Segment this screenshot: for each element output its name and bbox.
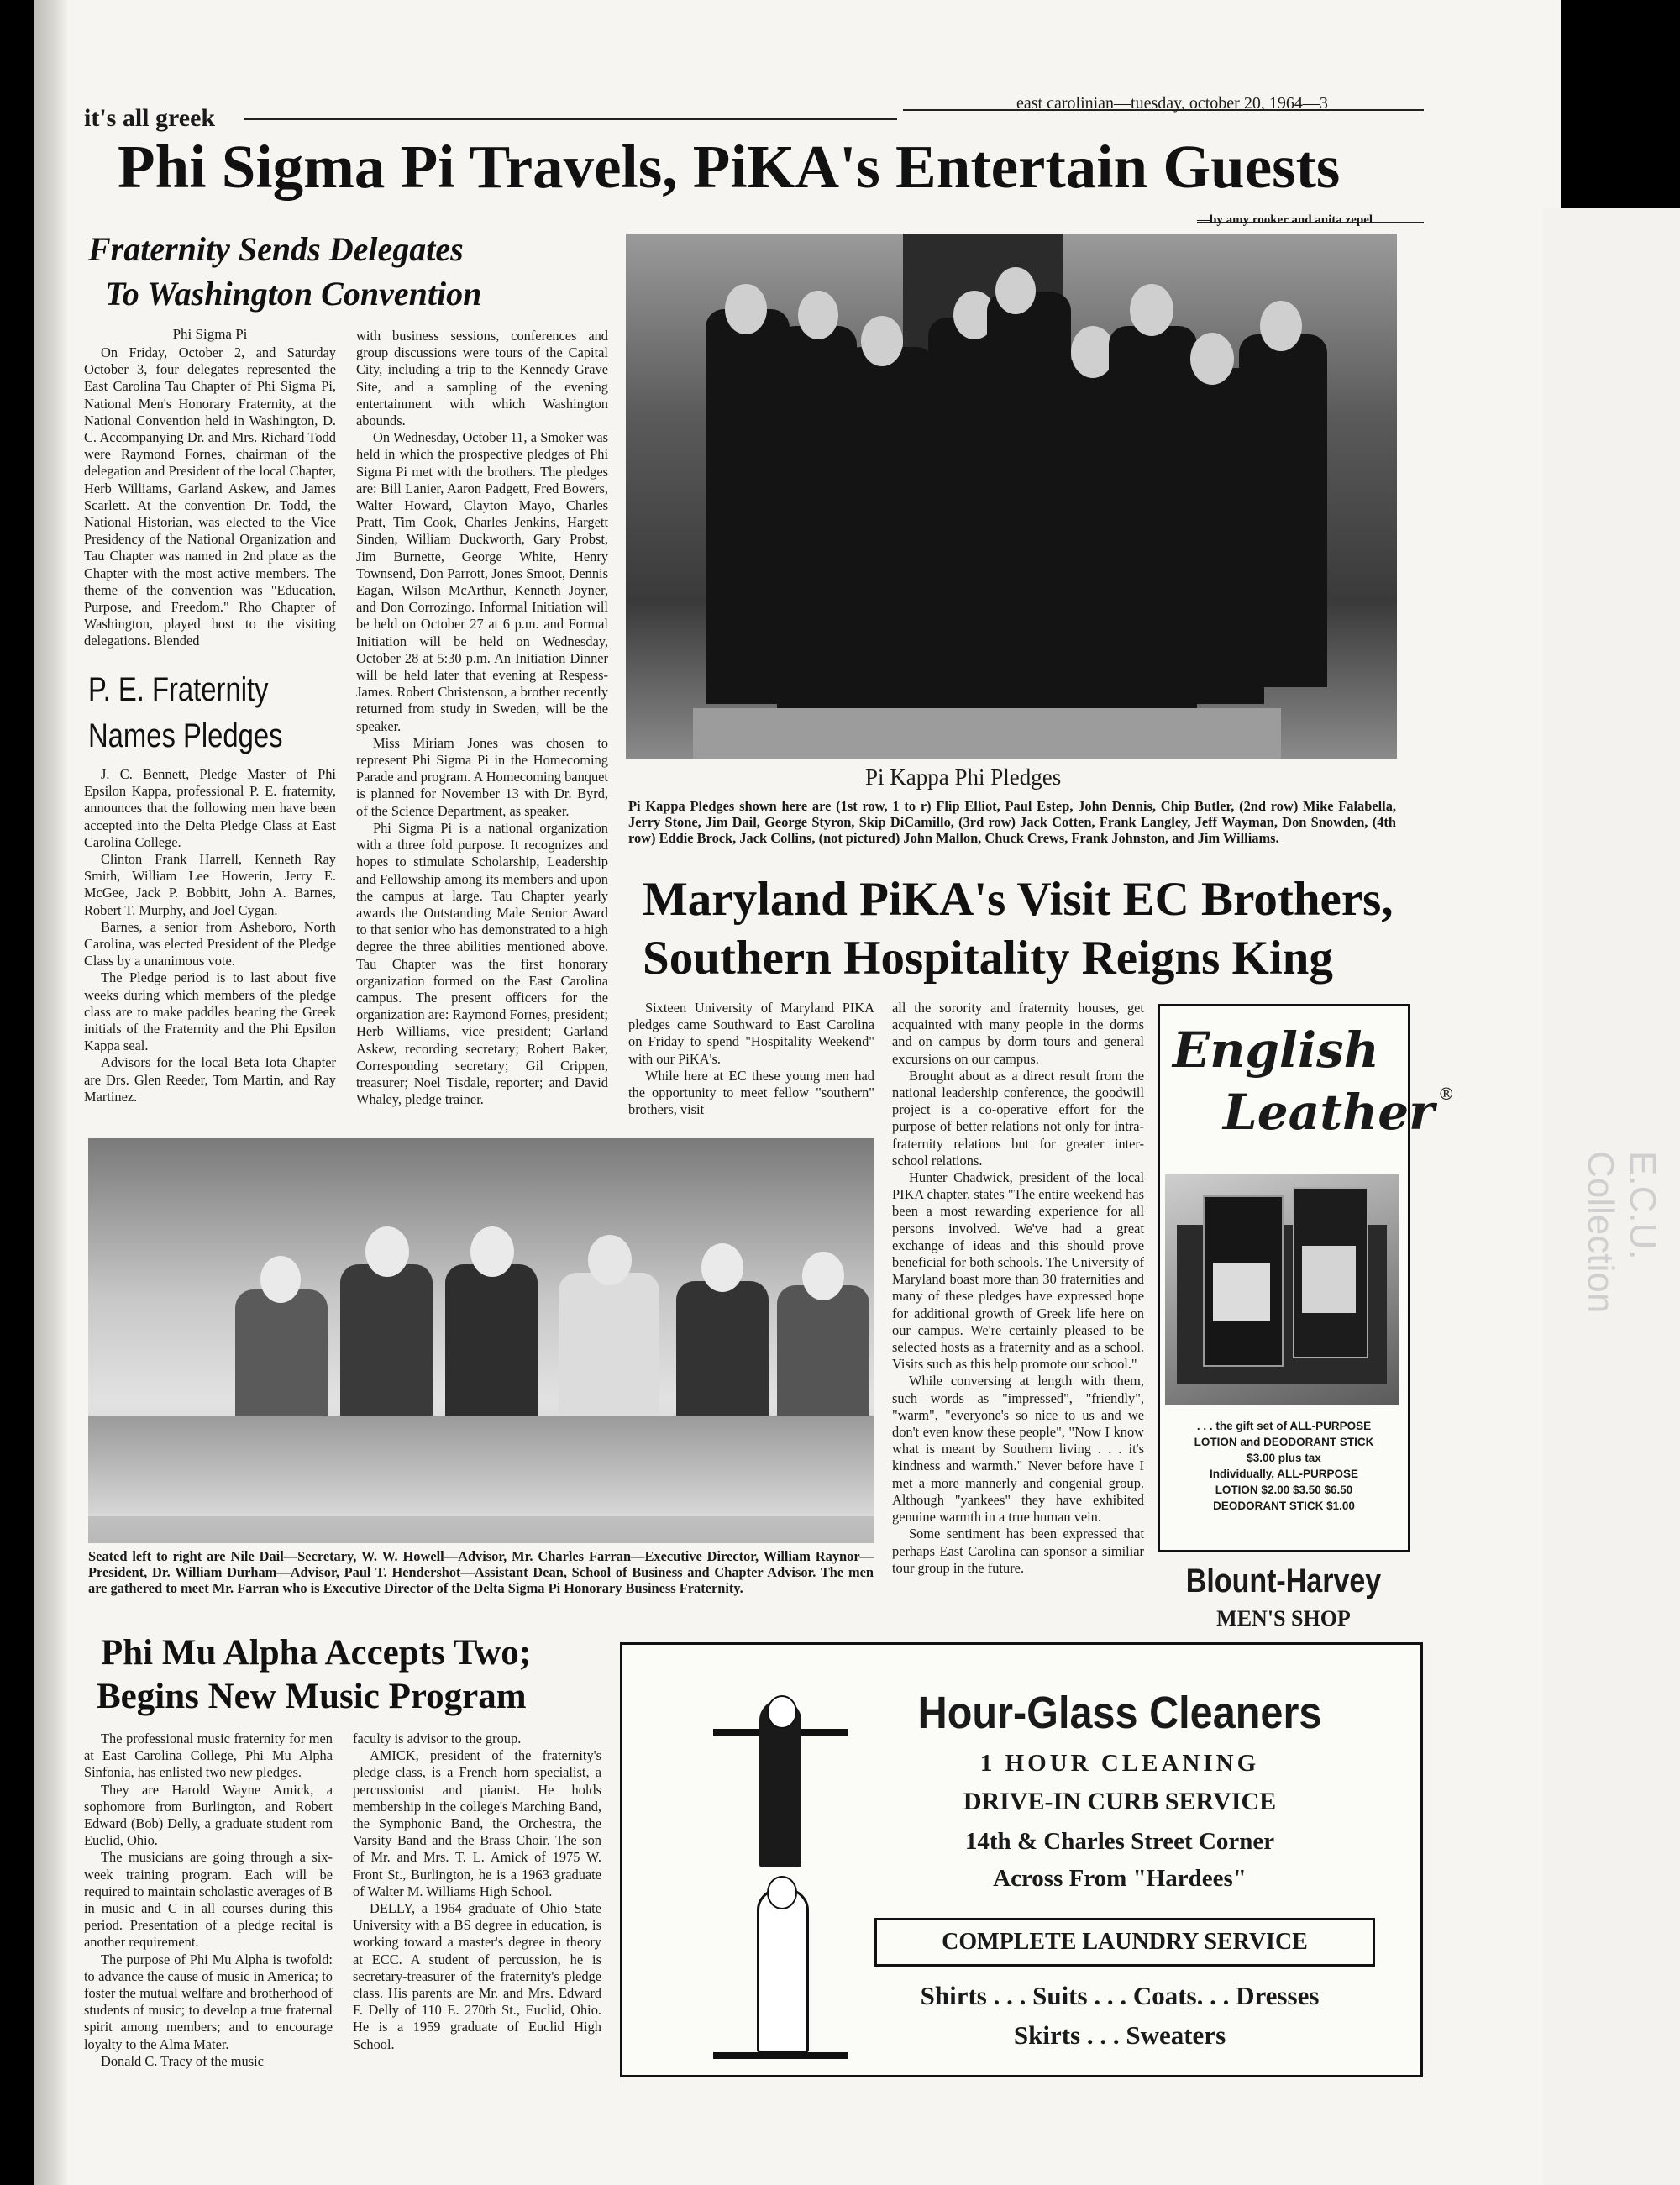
ad-line: $3.00 plus tax [1247, 1452, 1321, 1464]
store-subtitle: MEN'S SHOP [1216, 1606, 1351, 1631]
phi-mu-headline-2: Begins New Music Program [97, 1677, 527, 1716]
seated-man [235, 1289, 328, 1424]
pledges-photo-title: Pi Kappa Phi Pledges [865, 764, 1062, 790]
pledge-face [995, 267, 1036, 314]
paragraph: DELLY, a 1964 graduate of Ohio State University with a BS degree in education, is working toward a master's degree in theory at ECC. A student of percussion, he is secretary-treasurer of the fraternity's pledge class. His parents are Mr. and Mrs. Edward F. Delly of 110 E. 270th St., Euclid, Ohio. He is a 1959 graduate of Euclid High School. [353, 1900, 601, 2052]
main-headline: Phi Sigma Pi Travels, PiKA's Entertain Guests [118, 133, 1341, 201]
phi-sigma-headline-1: Fraternity Sends Delegates [88, 230, 464, 268]
pledge-face [861, 316, 903, 366]
english-leather-ad [1158, 1004, 1455, 1552]
brand-line-2-wrap [1223, 1084, 1455, 1141]
maryland-col1 [628, 1000, 874, 1118]
phi-sigma-headline-2: To Washington Convention [105, 275, 482, 313]
byline: —by amy rooker and anita zepel [1197, 213, 1373, 227]
hourglass-illustration [713, 1695, 848, 2065]
laundry-box [874, 1918, 1375, 1967]
dateline: east carolinian—tuesday, october 20, 1964—3 [1016, 94, 1328, 113]
woman-face [767, 1695, 797, 1729]
paragraph: Hunter Chadwick, president of the local PIKA chapter, states "The entire weekend has been a most rewarding experience for all persons involved. We've had a great exchange of ideas and this should prove beneficial for both schools. The University of Maryland boast more than 30 fraternities and many of these pledges have expressed hope for additional growth of Greek life here on our campus. We're certainly pleased to be selected hosts as a fraternity and as a school. Visits such as this help promote our school." [892, 1169, 1144, 1373]
phi-mu-headline-1: Phi Mu Alpha Accepts Two; [101, 1633, 532, 1673]
pledge-face [1190, 333, 1234, 385]
pledges-caption: Pi Kappa Pledges shown here are (1st row, 1 to r) Flip Elliot, Paul Estep, John Dennis, Chip Butler, (2nd row) Mike Falabella, Jerry Stone, Jim Dail, George Styron, Skip DiCamillo, (3rd row) Jack Cotten, Frank Langley, Jeff Wayman, Don Snowden, (4th row) Eddie Brock, Jack Collins, (not pictured) John Mallon, Chuck Crews, Frank Johnston, and Jim Williams. [628, 798, 1396, 846]
paragraph: Advisors for the local Beta Iota Chapter are Drs. Glen Reeder, Tom Martin, and Ray Martinez. [84, 1054, 336, 1105]
paragraph: Miss Miriam Jones was chosen to represent Phi Sigma Pi in the Homecoming Parade and program. A Homecoming banquet is planned for November 13 with Dr. Byrd, of the Science Department, as speaker. [356, 734, 608, 819]
pledge-figure [843, 347, 935, 717]
seated-man [777, 1285, 869, 1424]
laundry-box-text: COMPLETE LAUNDRY SERVICE [942, 1929, 1308, 1955]
phi-sigma-col2 [356, 328, 608, 1108]
cleaners-line-4: Across From "Hardees" [993, 1865, 1247, 1892]
pledge-face [725, 284, 767, 334]
maryland-col2 [892, 1000, 1144, 1577]
pe-body [84, 766, 336, 1106]
maryland-headline-1: Maryland PiKA's Visit EC Brothers, [643, 873, 1394, 926]
hourglass-bottom-frame [713, 2052, 848, 2059]
brand-line-1: English [1173, 1022, 1379, 1079]
store-name: Blount-Harvey [1185, 1563, 1382, 1599]
paragraph: The professional music fraternity for men at East Carolina College, Phi Mu Alpha Sinfonia, has enlisted two new pledges. [84, 1731, 333, 1781]
paragraph: Barnes, a senior from Asheboro, North Carolina, was elected President of the Pledge Class by a unanimous vote. [84, 918, 336, 969]
ad-line: LOTION and DEODORANT STICK [1194, 1436, 1374, 1448]
paragraph: with business sessions, conferences and group discussions were tours of the Capital City, including a trip to the Kennedy Grave Site, and a sampling of the evening entertainment with which Washington abounds. [356, 328, 608, 429]
phi-sigma-col1 [84, 344, 336, 650]
cleaners-line-2: DRIVE-IN CURB SERVICE [963, 1788, 1277, 1815]
registered-mark: ® [1437, 1084, 1455, 1104]
deodorant-label [1302, 1246, 1356, 1313]
paragraph: Some sentiment has been expressed that perhaps East Carolina can sponsor a similiar tour group in the future. [892, 1526, 1144, 1576]
cleaners-items-1: Shirts . . . Suits . . . Coats. . . Dresses [920, 1981, 1320, 2010]
man-face [260, 1256, 301, 1303]
ad-line: LOTION $2.00 $3.50 $6.50 [1215, 1484, 1353, 1496]
delta-sigma-photo [88, 1138, 874, 1543]
maryland-headline-2: Southern Hospitality Reigns King [643, 932, 1333, 985]
pe-headline-2: Names Pledges [88, 717, 283, 754]
pledge-face [1260, 301, 1302, 351]
paragraph: Phi Sigma Pi is a national organization with a three fold purpose. It recognizes and hopes to stimulate Scholarship, Leadership and Fellowship among its members and upon the campus at large. Tau Chapter yearly awards the Outstanding Male Senior Award to that senior who has demonstrated to a high degree the three abilities mentioned above. Tau Chapter was the first honorary organization formed on the East Carolina campus. The present officers for the organization are: Raymond Fornes, president; Herb Williams, vice president; Garland Askew, recording secretary; Robert Baker, Corresponding secretary; Gil Crippen, treasurer; Noel Tisdale, reporter; and David Whaley, pledge trainer. [356, 819, 608, 1108]
pledge-face [798, 291, 838, 339]
cleaners-items-2: Skirts . . . Sweaters [1013, 2020, 1226, 2050]
paragraph: AMICK, president of the fraternity's pledge class, is a French horn specialist, a percussionist and pianist. He holds membership in the college's Marching Band, the Symphonic Band, the Orchestra, the Varsity Band and the Brass Choir. The son of Mr. and Mrs. T. L. Amick of 1975 W. Front St., Burlington, he is a 1963 graduate of Walter M. Williams High School. [353, 1747, 601, 1899]
delta-sigma-caption: Seated left to right are Nile Dail—Secretary, W. W. Howell—Advisor, Mr. Charles Farran—Executive Director, William Raynor—President, Dr. William Durham—Advisor, Paul T. Hendershot—Assistant Dean, School of Business and Chapter Advisor. The men are gathered to meet Mr. Farran who is Executive Director of the Delta Sigma Pi Honorary Business Fraternity. [88, 1548, 874, 1596]
seated-man [559, 1273, 659, 1424]
paragraph: On Wednesday, October 11, a Smoker was held in which the prospective pledges of Phi Sigma Pi met with the brothers. The pledges are: Bill Lanier, Aaron Padgett, Fred Bowers, Walter Howard, Clayton Mayo, Charles Pratt, Tim Cook, Charles Jenkins, Hargett Sinden, William Duckworth, Gary Probst, Jim Burnette, George White, Henry Townsend, Don Parrott, Jones Smoot, Dennis Eagan, Wilson McArthur, Kenneth Joyner, and Don Corrozingo. Informal Initiation will be held on October 27 at 6 p.m. and Formal Initiation will be held on Wednesday, October 28 at 5:30 p.m. An Initiation Dinner will be held later that evening at Respess-James. Robert Christenson, a brother recently returned from study in Sweden, will be the speaker. [356, 429, 608, 734]
ad-line: Individually, ALL-PURPOSE [1209, 1468, 1359, 1480]
page-gutter [34, 0, 69, 2185]
man-figure [757, 1888, 809, 2053]
lotion-label [1213, 1263, 1270, 1321]
seated-man [676, 1281, 769, 1424]
phi-mu-col1 [84, 1731, 333, 2070]
man-face [767, 1876, 797, 1909]
man-face [365, 1226, 409, 1277]
paragraph: The musicians are going through a six-week training program. Each will be required to maintain scholastic averages of B in music and C in all courses during this period. Presentation of a pledge recital is another requirement. [84, 1849, 333, 1951]
paragraph: Brought about as a direct result from the national leadership conference, the goodwill project is a co-operative effort for the purpose of better relations not only for intra-fraternity relations but for greater inter-school relations. [892, 1067, 1144, 1169]
paragraph: While conversing at length with them, such words as "impressed", "friendly", "warm", "everyone's so nice to us and we don't even know these people", "Now I know what is meant by Southern living . . . it's kindness and warmth." Never before have I met a more mannerly and congenial group. Although "yankees" they have exhibited genuine warmth in a true human vein. [892, 1373, 1144, 1526]
ad-copy [1160, 1418, 1408, 1514]
hourglass-cleaners-ad [620, 1642, 1423, 2077]
header-rule-left [244, 118, 897, 120]
paragraph: Sixteen University of Maryland PIKA pledges came Southward to East Carolina on Friday to spend "Hospitality Weekend" with our PiKA's. [628, 1000, 874, 1067]
paragraph: Clinton Frank Harrell, Kenneth Ray Smith, William Lee Howerin, Jerry E. McGee, Jack P. Bobbitt, John A. Barnes, Robert T. Murphy, and Joel Cygan. [84, 851, 336, 918]
paragraph: While here at EC these young men had the opportunity to meet fellow "southern" brothers, visit [628, 1067, 874, 1118]
section-label: it's all greek [84, 104, 216, 132]
cleaners-name: Hour-Glass Cleaners [917, 1688, 1322, 1738]
ad-line: DEODORANT STICK $1.00 [1213, 1500, 1355, 1512]
pe-headline-1: P. E. Fraternity [88, 671, 269, 708]
phi-mu-col2 [353, 1731, 601, 2053]
paragraph: The purpose of Phi Mu Alpha is twofold: to advance the cause of music in America; to foster the mutual welfare and brotherhood of students of music; to develop a true fraternal spirit among members; and to encourage loyalty to the Alma Mater. [84, 1951, 333, 2052]
archive-margin-mark: E.C.U. Collection [1580, 1151, 1663, 1314]
seated-man [340, 1264, 433, 1416]
pledge-face [1130, 284, 1173, 336]
ad-line: . . . the gift set of ALL-PURPOSE [1196, 1420, 1372, 1432]
man-face [701, 1243, 743, 1292]
steps [693, 708, 1281, 759]
paragraph: all the sorority and fraternity houses, get acquainted with many people in the dorms and on campus by dorm tours and general excursions on our campus. [892, 1000, 1144, 1067]
man-face [802, 1252, 844, 1300]
man-face [588, 1235, 632, 1285]
pledge-figure [1239, 334, 1327, 687]
cleaners-line-1: 1 HOUR CLEANING [979, 1750, 1260, 1777]
paragraph: J. C. Bennett, Pledge Master of Phi Epsilon Kappa, professional P. E. fraternity, announces that the following men have been accepted into the Delta Pledge Class at East Carolina College. [84, 766, 336, 850]
man-face [470, 1226, 514, 1277]
paragraph: The Pledge period is to last about five weeks during which members of the pledge class are to make paddles bearing the Greek initials of the Fraternity and the Phi Epsilon Kappa seal. [84, 969, 336, 1054]
cleaners-line-3: 14th & Charles Street Corner [964, 1828, 1275, 1855]
paragraph: On Friday, October 2, and Saturday October 3, four delegates represented the East Carolina Tau Chapter of Phi Sigma Pi, National Men's Honorary Fraternity, at the National Convention held in Washington, D. C. Accompanying Dr. and Mrs. Richard Todd were Raymond Fornes, chairman of the delegation and President of the local Chapter, Herb Williams, Garland Askew, and James Scarlett. At the convention Dr. Todd, the National Historian, was elected to the Vice Presidency of the National Organization and Tau Chapter was named in 2nd place as the Chapter with the most active members. The theme of the convention was "Education, Purpose, and Freedom." Rho Chapter of Washington, played host to the visiting delegations. Blended [84, 344, 336, 649]
brand-line-2: Leather [1223, 1084, 1435, 1141]
gift-set-image [1165, 1174, 1399, 1405]
paragraph: faculty is advisor to the group. [353, 1731, 522, 1746]
phi-sigma-kicker: Phi Sigma Pi [172, 326, 248, 342]
pledges-photo [626, 234, 1397, 759]
paragraph: They are Harold Wayne Amick, a sophomore from Burlington, and Robert Edward (Bob) Delly, a graduate student rom Euclid, Ohio. [84, 1781, 333, 1849]
seated-man [445, 1264, 538, 1424]
paragraph: Donald C. Tracy of the music [101, 2052, 264, 2069]
table [88, 1416, 874, 1516]
